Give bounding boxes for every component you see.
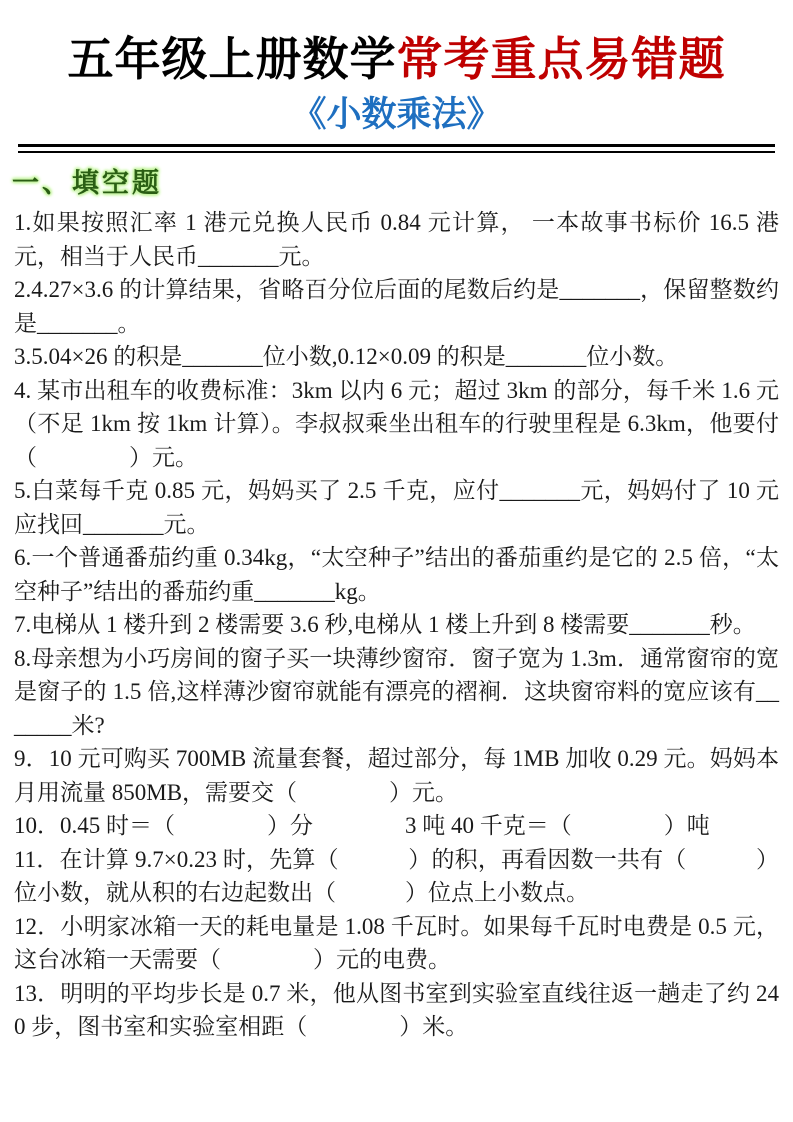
question-1: 1.如果按照汇率 1 港元兑换人民币 0.84 元计算， 一本故事书标价 16.5 港元，相当于人民币_______元。 (14, 210, 779, 269)
page-subtitle: 《小数乘法》 (291, 95, 502, 134)
question-list (0, 202, 793, 1044)
question-4: 4. 某市出租车的收费标准：3km 以内 6 元；超过 3km 的部分，每千米 1.6 元（不足 1km 按 1km 计算）。李叔叔乘坐出租车的行驶里程是 6.3km，他要付（ ）元。 (14, 377, 779, 470)
question-3: 3.5.04×26 的积是_______位小数,0.12×0.09 的积是_______位小数。 (14, 344, 679, 369)
question-6: 6.一个普通番茄约重 0.34kg，“太空种子”结出的番茄重约是它的 2.5 倍，“太空种子”结出的番茄约重_______kg。 (14, 545, 779, 604)
page-title (0, 30, 793, 90)
title-topic-part: 常考重点易错题 (396, 34, 726, 85)
question-8: 8.母亲想为小巧房间的窗子买一块薄纱窗帘．窗子宽为 1.3m．通常窗帘的宽是窗子的 1.5 倍,这样薄沙窗帘就能有漂亮的褶裥．这块窗帘料的宽应该有_______米? (14, 645, 779, 738)
double-rule-divider (18, 144, 775, 153)
question-11: 11．在计算 9.7×0.23 时，先算（ ）的积，再看因数一共有（ ）位小数，就从积的右边起数出（ ）位点上小数点。 (14, 846, 779, 905)
question-7: 7.电梯从 1 楼升到 2 楼需要 3.6 秒,电梯从 1 楼上升到 8 楼需要_______秒。 (14, 612, 756, 637)
question-13: 13．明明的平均步长是 0.7 米，他从图书室到实验室直线往返一趟走了约 240 步，图书室和实验室相距（ ）米。 (14, 980, 779, 1039)
question-10: 10．0.45 时＝（ ）分 3 吨 40 千克＝（ ）吨 (14, 813, 710, 838)
question-2: 2.4.27×3.6 的计算结果，省略百分位后面的尾数后约是_______，保留整数约是_______。 (14, 277, 779, 336)
question-12: 12．小明家冰箱一天的耗电量是 1.08 千瓦时。如果每千瓦时电费是 0.5 元，这台冰箱一天需要（ ）元的电费。 (14, 913, 779, 972)
title-grade-part: 五年级上册数学 (67, 34, 397, 85)
question-5: 5.白菜每千克 0.85 元，妈妈买了 2.5 千克，应付_______元，妈妈付了 10 元应找回_______元。 (14, 478, 779, 537)
question-9: 9．10 元可购买 700MB 流量套餐，超过部分，每 1MB 加收 0.29 元。妈妈本月用流量 850MB，需要交（ ）元。 (14, 746, 779, 805)
worksheet-header (0, 0, 793, 200)
section-header-fill-in-blanks: 一、填空题 (12, 168, 162, 198)
